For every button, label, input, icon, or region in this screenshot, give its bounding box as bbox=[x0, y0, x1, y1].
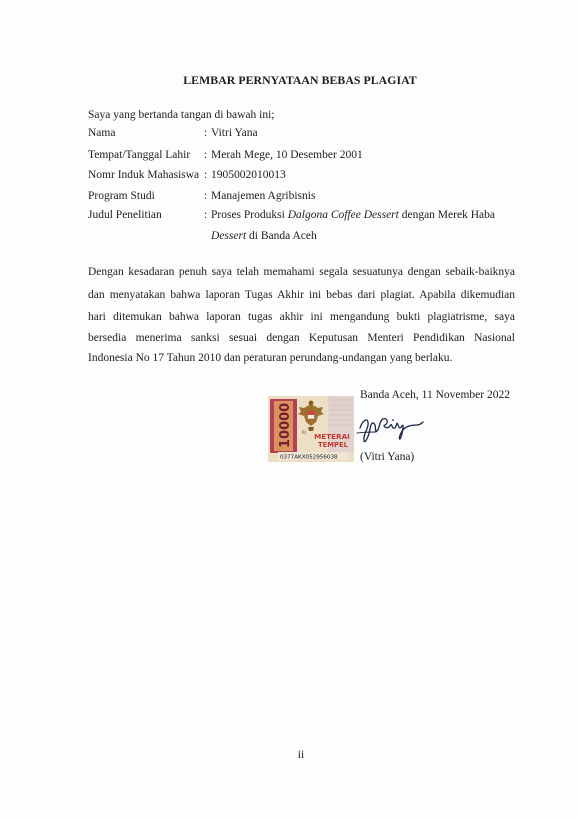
research-title-italic: Dalgona Coffee Dessert bbox=[287, 209, 399, 221]
statement-line: Indonesia No 17 Tahun 2010 dan peraturan perundang-undangan yang berlaku. bbox=[88, 352, 453, 364]
field-label-research-title: Judul Penelitian bbox=[88, 209, 162, 221]
field-value-program: Manajemen Agribisnis bbox=[211, 190, 316, 202]
field-separator: : bbox=[204, 190, 208, 202]
stamp-value: 10000 bbox=[278, 402, 293, 448]
place-date: Banda Aceh, 11 November 2022 bbox=[360, 389, 510, 401]
intro-text: Saya yang bertanda tangan di bawah ini; bbox=[88, 109, 275, 121]
page-number: ii bbox=[297, 749, 305, 761]
field-value-birth: Merah Mege, 10 Desember 2001 bbox=[211, 149, 363, 161]
field-label-birth: Tempat/Tanggal Lahir bbox=[88, 149, 191, 161]
field-label-name: Nama bbox=[88, 127, 116, 139]
field-value-name: Vitri Yana bbox=[211, 127, 258, 139]
statement-line: Dengan kesadaran penuh saya telah memahami segala sesuatunya dengan sebaik-baiknya bbox=[88, 266, 515, 278]
stamp-serial: 0377AKX052956038 bbox=[280, 454, 338, 461]
research-title-line-2 bbox=[211, 229, 317, 243]
stamp-small-mark: RI bbox=[302, 430, 306, 435]
research-title-suffix-2: di Banda Aceh bbox=[249, 230, 317, 242]
field-separator: : bbox=[204, 209, 208, 221]
signature bbox=[354, 410, 426, 446]
field-value-student-id: 1905002010013 bbox=[211, 169, 286, 181]
field-separator: : bbox=[204, 149, 208, 161]
research-title-prefix: Proses Produksi bbox=[211, 209, 285, 221]
statement-line: hari ditemukan bahwa laporan tugas akhir ini mengandung bukti plagiatrisme, saya bbox=[88, 311, 515, 323]
field-separator: : bbox=[204, 127, 208, 139]
statement-line: dan menyatakan bahwa laporan Tugas Akhir ini bebas dari plagiat. Apabila dikemudian bbox=[88, 289, 515, 301]
field-label-student-id: Nomr Induk Mahasiswa bbox=[88, 169, 200, 181]
revenue-stamp bbox=[268, 396, 354, 462]
statement-line: bersedia menerima sanksi sesuai dengan Keputusan Menteri Pendidikan Nasional bbox=[88, 332, 515, 344]
field-separator: : bbox=[204, 169, 208, 181]
research-title-italic-2: Dessert bbox=[211, 230, 247, 242]
field-label-program: Program Studi bbox=[88, 190, 155, 202]
stamp-label-2: TEMPEL bbox=[318, 441, 348, 449]
signatory-name: (Vitri Yana) bbox=[360, 451, 415, 463]
stamp-label-1: METERAI bbox=[314, 432, 350, 441]
research-title-line-1 bbox=[211, 208, 495, 222]
document-title: LEMBAR PERNYATAAN BEBAS PLAGIAT bbox=[183, 73, 417, 87]
research-title-suffix: dengan Merek Haba bbox=[401, 209, 495, 221]
